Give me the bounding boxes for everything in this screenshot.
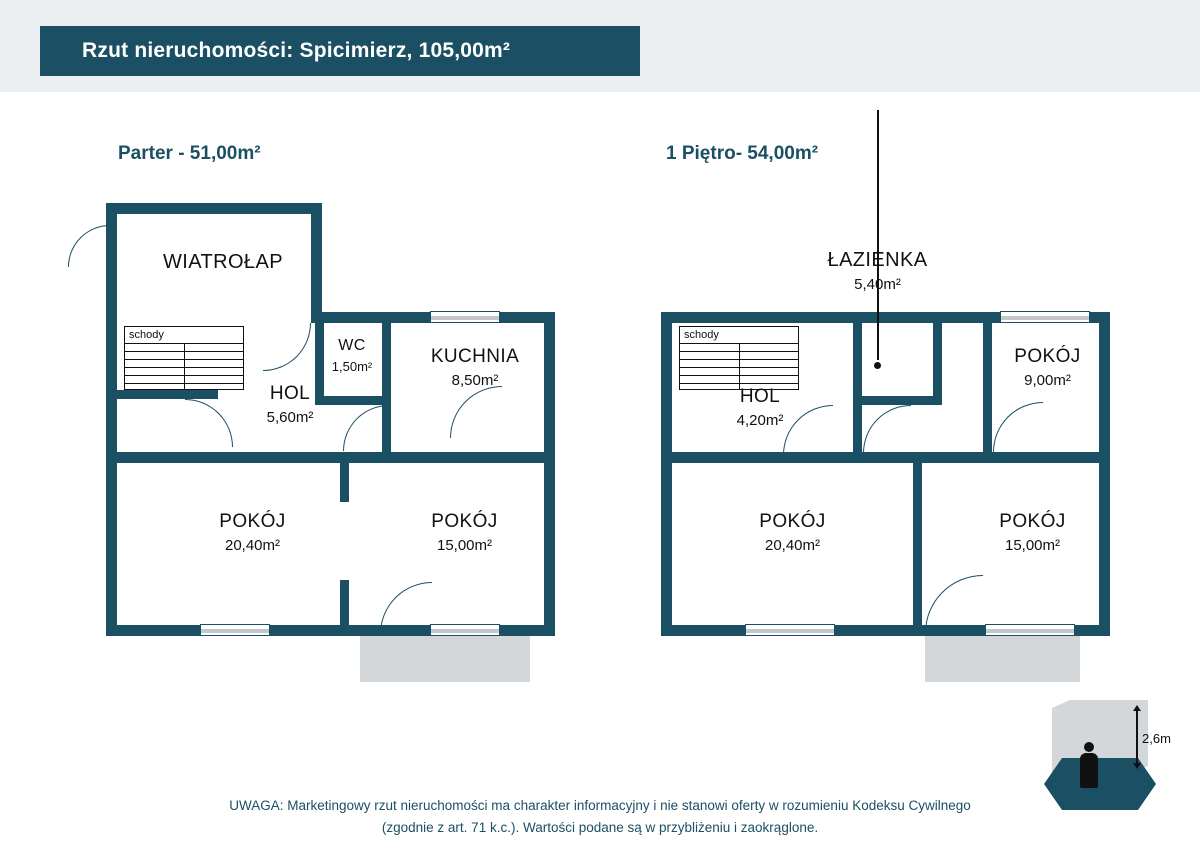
window-kitchen-top bbox=[430, 311, 500, 323]
person-icon bbox=[1080, 742, 1098, 788]
stairs-first bbox=[679, 326, 799, 390]
wall-hall-vestibule bbox=[106, 390, 218, 399]
wall-hall-south-first bbox=[661, 452, 1110, 463]
floor-heading-first: 1 Piętro- 54,00m² bbox=[666, 143, 819, 164]
stairs-label-ground: schody bbox=[129, 329, 164, 341]
floorplan-ground bbox=[100, 190, 570, 660]
entry-pad-first bbox=[925, 636, 1080, 682]
door-entrance-ground bbox=[68, 225, 110, 267]
floorplan-first bbox=[655, 190, 1095, 660]
disclaimer bbox=[0, 795, 1200, 838]
wall-top-left-segment bbox=[106, 203, 322, 214]
room-label-hol-ground: HOL 5,60m² bbox=[266, 383, 314, 426]
door-hall-stairs bbox=[185, 399, 233, 447]
door-room2-first bbox=[925, 575, 983, 633]
entry-pad-ground bbox=[360, 636, 530, 682]
door-bedroom-small bbox=[993, 402, 1043, 452]
bathroom-leader-line bbox=[877, 110, 879, 360]
wall-outer-left-first bbox=[661, 312, 672, 636]
room-label-wiatrolap: WIATROŁAP bbox=[163, 251, 283, 273]
wall-vestibule-right bbox=[311, 203, 322, 323]
wall-bath-left bbox=[853, 320, 862, 452]
room-label-pokoj-first-2: POKÓJ 15,00m² bbox=[999, 511, 1066, 554]
wall-rooms-divider-2 bbox=[340, 580, 349, 636]
bathroom-fixture-dot bbox=[874, 362, 881, 369]
door-wc bbox=[343, 405, 389, 451]
page-title: Rzut nieruchomości: Spicimierz, 105,00m² bbox=[82, 39, 511, 62]
disclaimer-line-1: UWAGA: Marketingowy rzut nieruchomości ma charakter informacyjny i nie stanowi oferty w rozumieniu Kodeksu Cywilnego bbox=[229, 798, 971, 813]
title-box bbox=[40, 26, 640, 76]
door-room2-ground bbox=[380, 582, 432, 634]
wall-bath-right bbox=[933, 320, 942, 405]
wall-rooms-divider bbox=[340, 452, 349, 502]
room-label-lazienka: ŁAZIENKA 5,40m² bbox=[827, 249, 928, 293]
room-label-wc: WC 1,50m² bbox=[331, 337, 373, 374]
ceiling-height-label: 2,6m bbox=[1142, 731, 1171, 746]
window-room2-bottom bbox=[430, 624, 500, 636]
room-label-pokoj-ground-2: POKÓJ 15,00m² bbox=[431, 511, 498, 554]
wall-hall-south bbox=[106, 452, 555, 463]
window-bedroom-small-top bbox=[1000, 311, 1090, 323]
window-room1-bottom-first bbox=[745, 624, 835, 636]
room-label-pokoj-first-1: POKÓJ 20,40m² bbox=[759, 511, 826, 554]
height-arrow-icon bbox=[1136, 710, 1138, 764]
wall-outer-left bbox=[106, 203, 117, 636]
stairs-label-first: schody bbox=[684, 329, 719, 341]
ceiling-height-badge bbox=[1044, 700, 1160, 810]
stairs-ground bbox=[124, 326, 244, 390]
disclaimer-line-2: (zgodnie z art. 71 k.c.). Wartości podane są w przybliżeniu i zaokrąglone. bbox=[381, 819, 819, 835]
wall-rooms-divider-first bbox=[913, 452, 922, 636]
room-label-pokoj-first-small: POKÓJ 9,00m² bbox=[1014, 346, 1081, 389]
room-label-hol-first: HOL 4,20m² bbox=[736, 386, 784, 429]
window-room2-bottom-first bbox=[985, 624, 1075, 636]
room-label-pokoj-ground-1: POKÓJ 20,40m² bbox=[219, 511, 286, 554]
floor-heading-ground: Parter - 51,00m² bbox=[118, 143, 261, 164]
window-room1-bottom bbox=[200, 624, 270, 636]
door-kitchen bbox=[450, 386, 502, 438]
door-bathroom bbox=[863, 405, 911, 453]
wall-bath-bottom bbox=[853, 396, 942, 405]
room-label-kuchnia: KUCHNIA 8,50m² bbox=[430, 346, 520, 389]
